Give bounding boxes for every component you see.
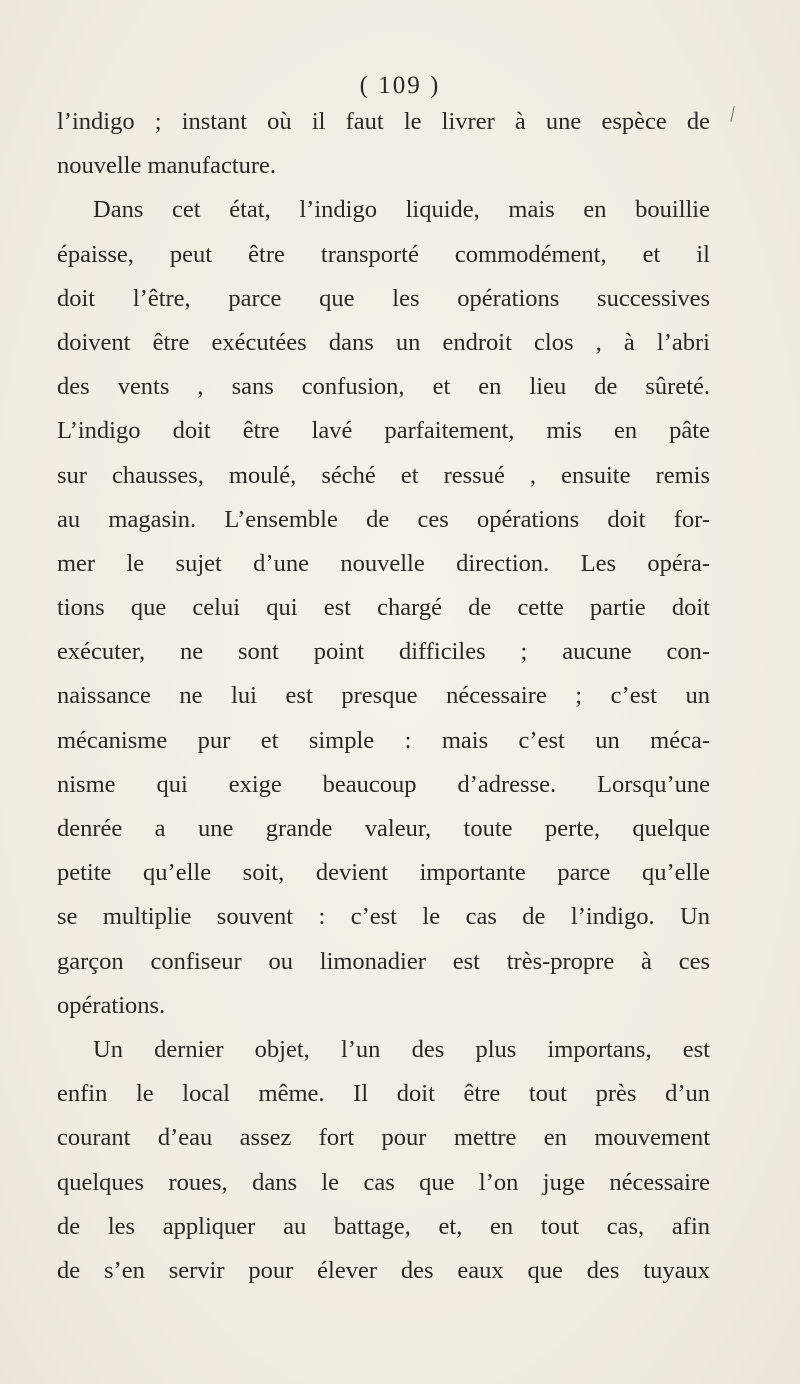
text-line: opérations. [57,991,166,1019]
text-line: l’indigo ; instant où il faut le livrer à une espèce de [57,108,710,135]
text-line: doivent être exécutées dans un endroit clos , à l’abri [57,328,710,356]
text-line: épaisse, peut être transporté commodément, et il [57,240,710,268]
text-line: nisme qui exige beaucoup d’adresse. Lorsqu’une [57,770,710,798]
text-line: exécuter, ne sont point difficiles ; aucune con- [57,638,710,666]
text-line: courant d’eau assez fort pour mettre en mouvement [57,1124,710,1152]
text-line: enfin le local même. Il doit être tout près d’un [57,1080,710,1108]
text-line: se multiplie souvent : c’est le cas de l’indigo. Un [57,903,710,931]
text-line: denrée a une grande valeur, toute perte, quelque [57,815,710,842]
text-line: nouvelle manufacture. [57,152,277,180]
text-line: de les appliquer au battage, et, en tout cas, afin [57,1212,710,1240]
text-line: L’indigo doit être lavé parfaitement, mis en pâte [57,417,710,445]
body-text [57,100,710,1293]
text-line: Un dernier objet, l’un des plus importans, est [93,1035,710,1063]
text-line: de s’en servir pour élever des eaux que des tuyaux [57,1256,710,1284]
text-line: garçon confiseur ou limonadier est très-propre à ces [57,947,710,975]
text-line: petite qu’elle soit, devient importante parce qu’elle [57,859,710,887]
text-line: naissance ne lui est presque nécessaire ; c’est un [57,682,710,710]
text-line: sur chausses, moulé, séché et ressué , ensuite remis [57,461,710,489]
text-line: mer le sujet d’une nouvelle direction. Les opéra- [57,549,710,577]
page-number: ( 109 ) [359,72,441,99]
text-line: mécanisme pur et simple : mais c’est un méca- [57,726,710,754]
text-line: doit l’être, parce que les opérations successives [57,284,710,312]
text-line: quelques roues, dans le cas que l’on juge nécessaire [57,1168,710,1196]
text-line: au magasin. L’ensemble de ces opérations doit for- [57,505,710,533]
margin-mark [730,106,734,122]
text-line: Dans cet état, l’indigo liquide, mais en bouillie [93,196,710,224]
text-line: tions que celui qui est chargé de cette partie doit [57,594,710,622]
text-line: des vents , sans confusion, et en lieu de sûreté. [57,373,710,401]
